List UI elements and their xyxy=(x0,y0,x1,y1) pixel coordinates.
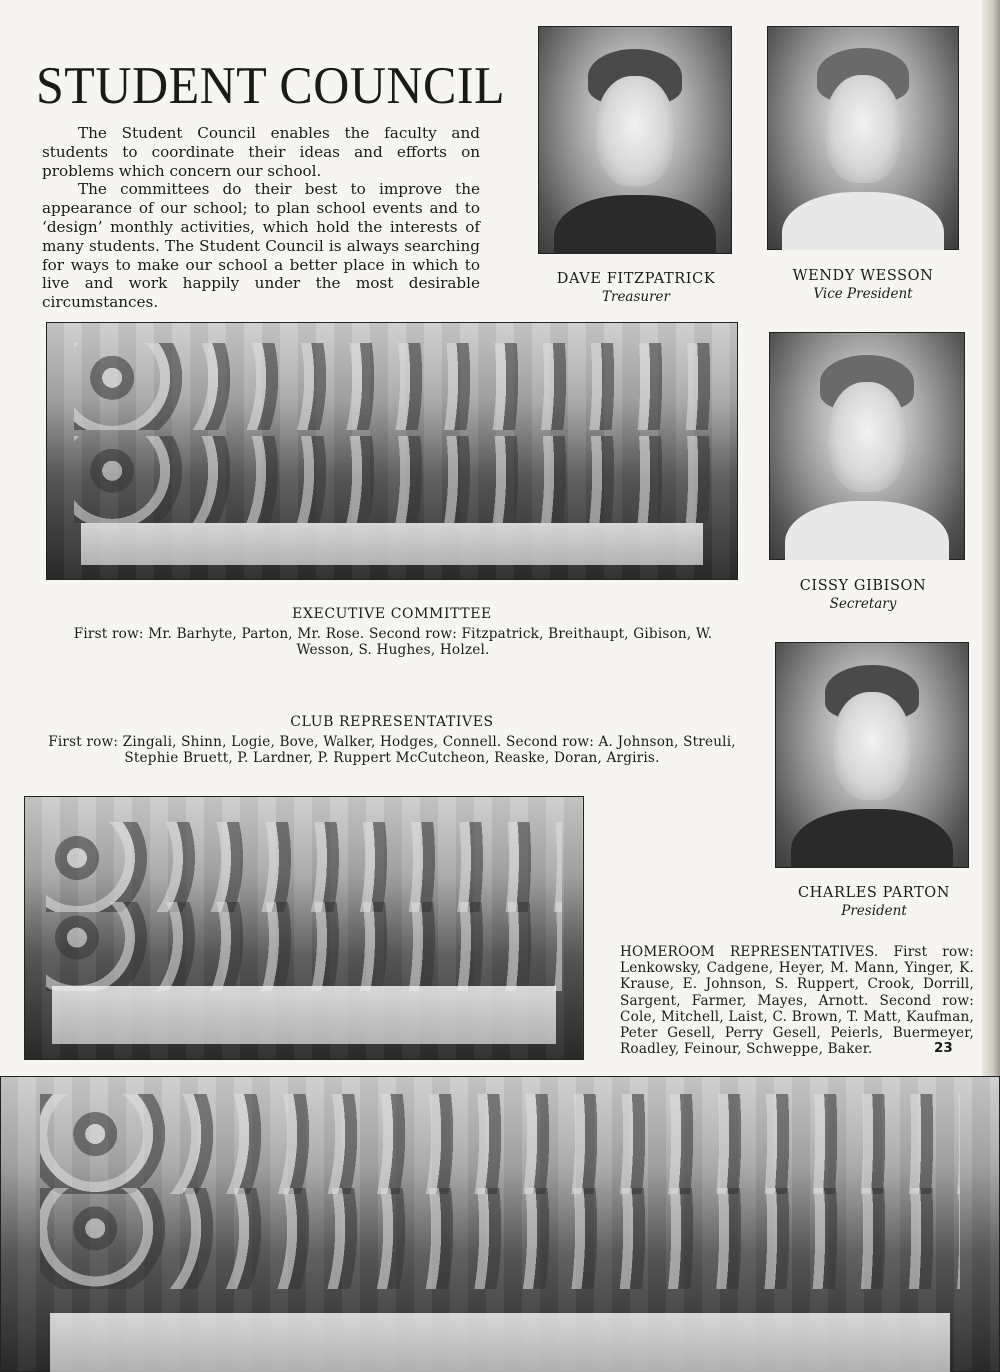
executive-committee-caption: First row: Mr. Barhyte, Parton, Mr. Rose. Second row: Fitzpatrick, Breithaupt, Gibison, W. Wesson, S. Hughes, Holzel. xyxy=(73,626,713,658)
officer-name-treasurer: DAVE FITZPATRICK xyxy=(556,271,716,287)
officer-role-vice-president: Vice President xyxy=(813,286,913,302)
officer-role-treasurer: Treasurer xyxy=(601,289,670,305)
page-number: 23 xyxy=(934,1040,953,1056)
club-representatives-heading: CLUB REPRESENTATIVES xyxy=(290,714,494,730)
portrait-president-photo xyxy=(775,642,969,868)
intro-text xyxy=(42,124,480,312)
homeroom-representatives-photo xyxy=(0,1076,1000,1372)
homeroom-representatives-caption: HOMEROOM REPRESENTATIVES. First row: Lenkowsky, Cadgene, Heyer, M. Mann, Yinger, K. Krause, E. Johnson, S. Ruppert, Crook, Dorrill, Sargent, Farmer, Mayes, Arnott. Second row: Cole, Mitchell, Laist, C. Brown, T. Matt, Kaufman, Peter Gesell, Perry Gesell, Peierls, Buermeyer, Roadley, Feinour, Schweppe, Baker. xyxy=(620,944,974,1058)
officer-name-president: CHARLES PARTON xyxy=(797,885,951,901)
executive-committee-photo xyxy=(46,322,738,580)
club-representatives-caption: First row: Zingali, Shinn, Logie, Bove, Walker, Hodges, Connell. Second row: A. Johnson, Streuli, Stephie Bruett, P. Lardner, P. Ruppert McCutcheon, Reaske, Doran, Argiris. xyxy=(48,734,736,766)
portrait-vice-president-photo xyxy=(767,26,959,250)
officer-role-secretary: Secretary xyxy=(829,596,897,612)
intro-paragraph-2: The committees do their best to improve the appearance of our school; to plan school events and to ‘design’ monthly activities, which hold the interests of many students. The Student Council is always searching for ways to make our school a better place in which to live and work happily under the most desirable circumstances. xyxy=(42,180,480,312)
officer-name-vice-president: WENDY WESSON xyxy=(792,268,934,284)
officer-name-secretary: CISSY GIBISON xyxy=(799,578,927,594)
intro-paragraph-1: The Student Council enables the faculty and students to coordinate their ideas and efforts on problems which concern our school. xyxy=(42,124,480,180)
portrait-secretary-photo xyxy=(769,332,965,560)
executive-committee-heading: EXECUTIVE COMMITTEE xyxy=(292,606,492,622)
club-representatives-photo xyxy=(24,796,584,1060)
portrait-treasurer-photo xyxy=(538,26,732,254)
officer-role-president: President xyxy=(841,903,907,919)
page-title: STUDENT COUNCIL xyxy=(36,55,506,115)
